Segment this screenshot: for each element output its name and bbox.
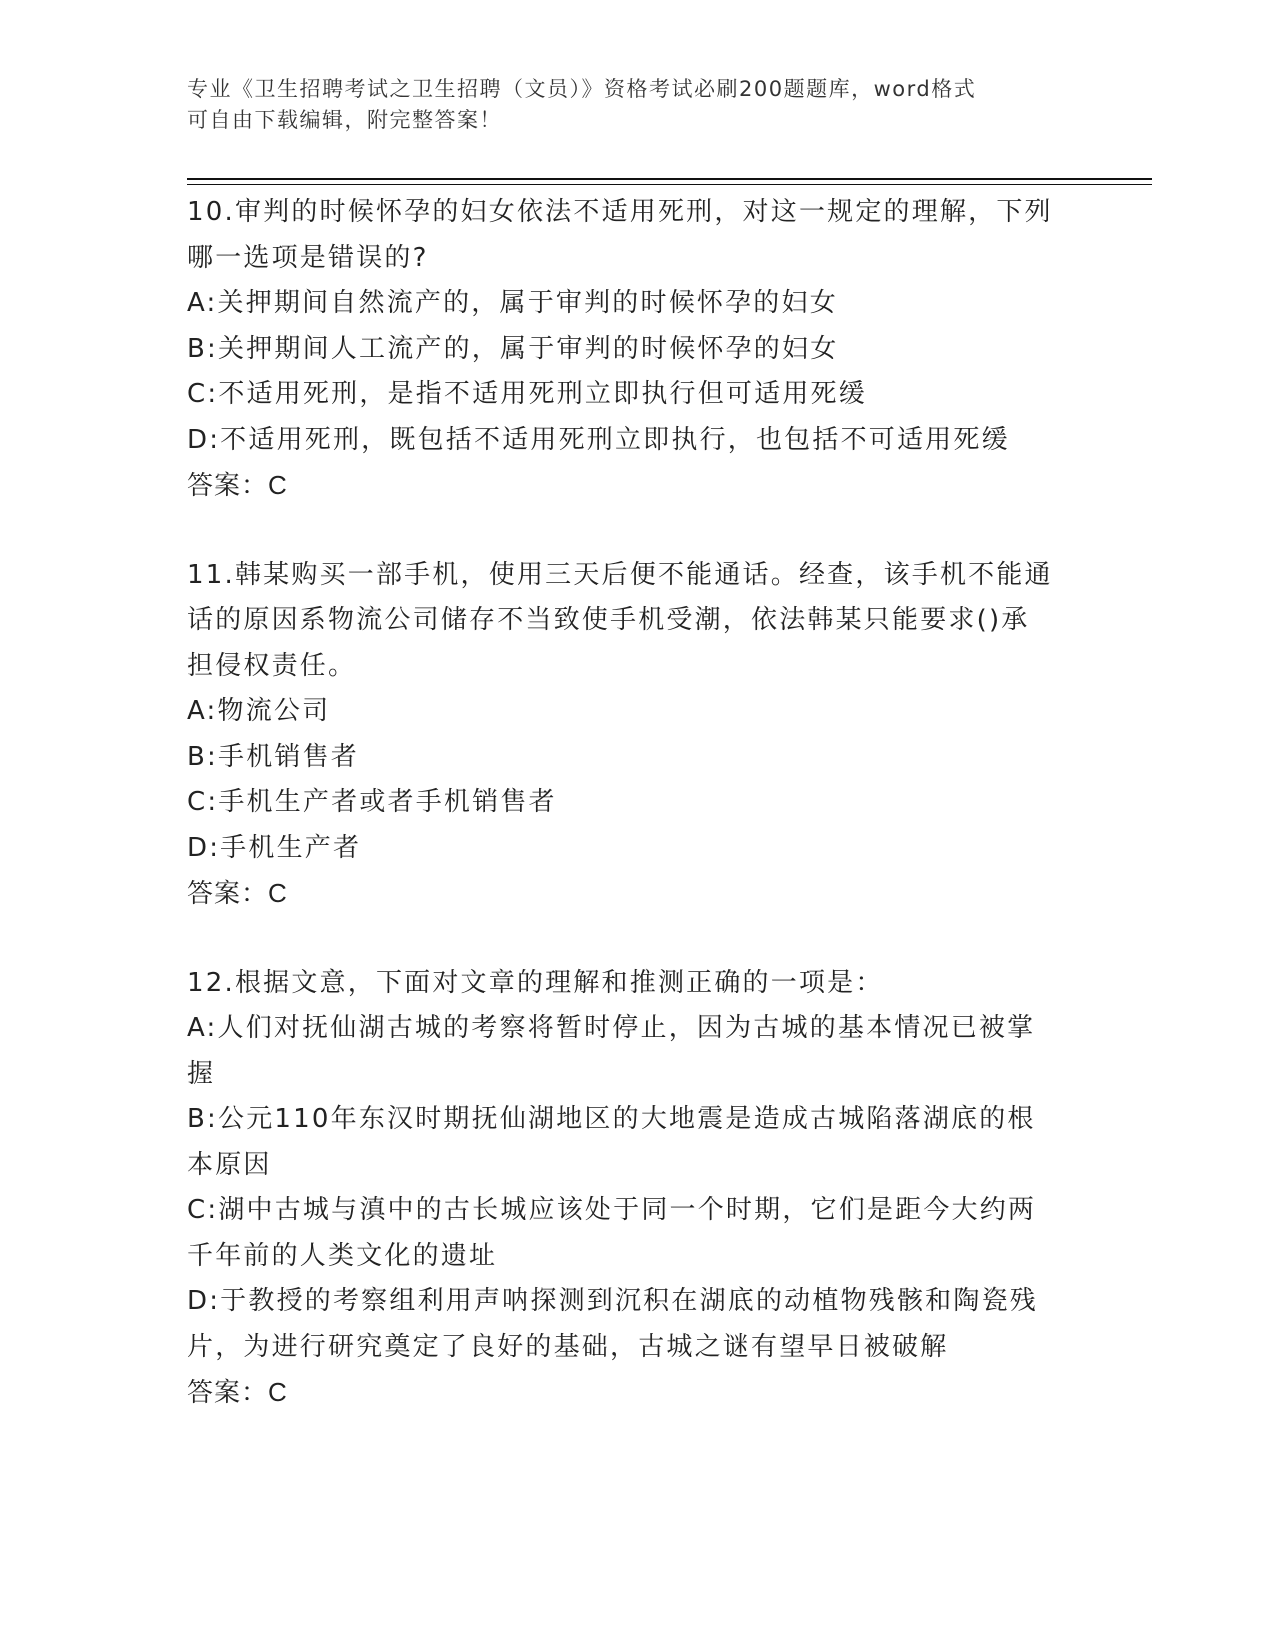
option-d: D:手机生产者: [187, 832, 362, 863]
option-a-continued: 握: [187, 1058, 216, 1089]
option-b: B:手机销售者: [187, 741, 359, 772]
question-stem-line: 担侵权责任。: [187, 650, 357, 681]
answer-line: 答案：C: [187, 878, 288, 908]
question-stem-line: 10.审判的时候怀孕的妇女依法不适用死刑，对这一规定的理解，下列: [187, 197, 1053, 227]
header-line: 可自由下载编辑，附完整答案！: [187, 108, 502, 132]
question-11: [187, 553, 1077, 917]
option-b: B:公元110年东汉时期抚仙湖地区的大地震是造成古城陷落湖底的根: [187, 1104, 1036, 1134]
question-12: [187, 961, 1077, 1416]
option-c: C:不适用死刑，是指不适用死刑立即执行但可适用死缓: [187, 379, 867, 409]
question-stem-line: 12.根据文意，下面对文章的理解和推测正确的一项是：: [187, 967, 884, 998]
question-stem-line: 哪一选项是错误的?: [187, 242, 429, 273]
header-line: 专业《卫生招聘考试之卫生招聘（文员）》资格考试必刷200题题库，word格式: [187, 77, 977, 101]
option-c-continued: 千年前的人类文化的遗址: [187, 1240, 498, 1271]
document-header: [187, 74, 1087, 136]
option-c: C:手机生产者或者手机销售者: [187, 787, 557, 817]
option-d-continued: 片，为进行研究奠定了良好的基础，古城之谜有望早日被破解: [187, 1331, 949, 1362]
option-a: A:关押期间自然流产的，属于审判的时候怀孕的妇女: [187, 288, 838, 318]
option-a: A:物流公司: [187, 696, 331, 726]
option-c: C:湖中古城与滇中的古长城应该处于同一个时期，它们是距今大约两: [187, 1195, 1037, 1225]
answer-line: 答案：C: [187, 470, 288, 500]
option-b: B:关押期间人工流产的，属于审判的时候怀孕的妇女: [187, 333, 839, 364]
header-divider-thick: [187, 178, 1152, 180]
answer-line: 答案：C: [187, 1377, 288, 1407]
question-stem-line: 话的原因系物流公司储存不当致使手机受潮，依法韩某只能要求()承: [187, 605, 1030, 635]
question-10: [187, 190, 1077, 509]
option-d: D:不适用死刑，既包括不适用死刑立即执行，也包括不可适用死缓: [187, 424, 1010, 455]
question-list: [187, 190, 1077, 1460]
header-divider-thin: [187, 184, 1152, 185]
option-b-continued: 本原因: [187, 1149, 272, 1180]
question-stem-line: 11.韩某购买一部手机，使用三天后便不能通话。经查，该手机不能通: [187, 559, 1053, 590]
option-a: A:人们对抚仙湖古城的考察将暂时停止，因为古城的基本情况已被掌: [187, 1013, 1036, 1043]
option-d: D:于教授的考察组利用声呐探测到沉积在湖底的动植物残骸和陶瓷残: [187, 1286, 1038, 1316]
